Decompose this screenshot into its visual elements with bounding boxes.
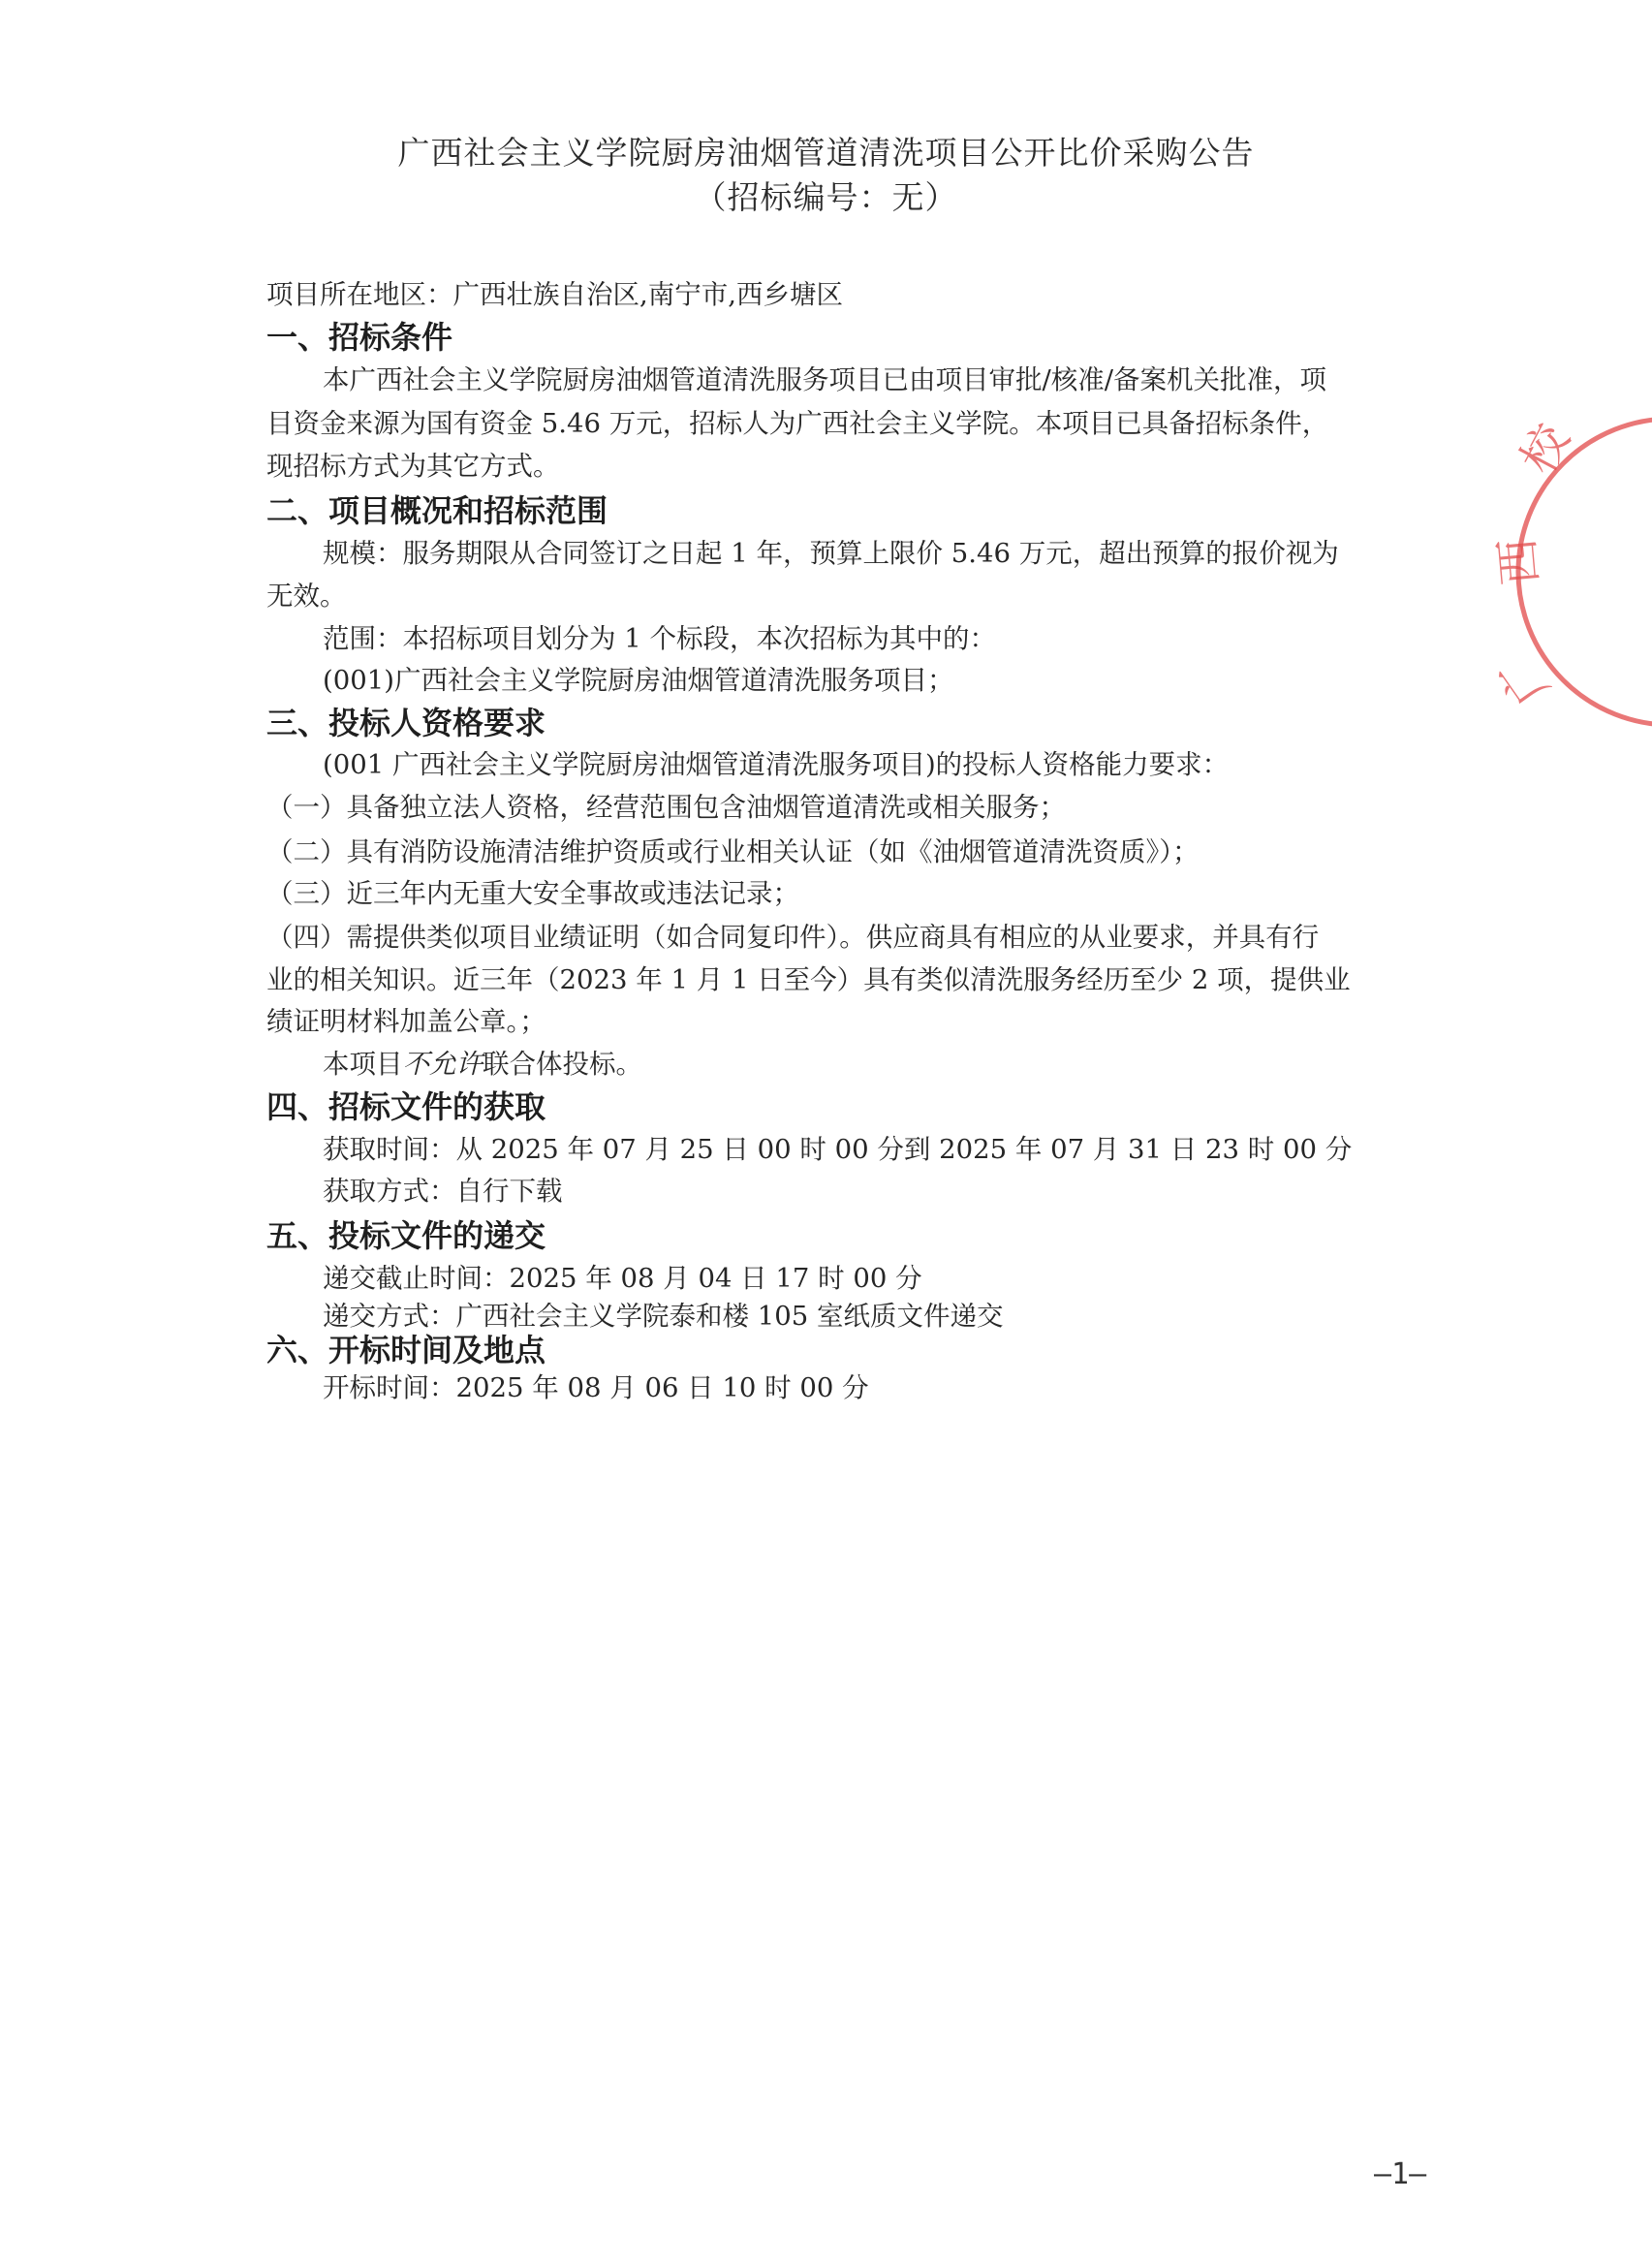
requirement-3: （三）近三年内无重大安全事故或违法记录； bbox=[266, 878, 799, 909]
section-4-heading: 四、招标文件的获取 bbox=[266, 1088, 546, 1125]
section-2-heading: 二、项目概况和招标范围 bbox=[266, 492, 608, 529]
project-region: 项目所在地区：广西壮族自治区,南宁市,西乡塘区 bbox=[266, 279, 843, 310]
official-seal bbox=[1488, 407, 1599, 740]
section-2-scale-line-1: 规模：服务期限从合同签订之日起 1 年，预算上限价 5.46 万元，超出预算的报价视为 bbox=[323, 538, 1339, 569]
section-1-text-line-3: 现招标方式为其它方式。 bbox=[266, 451, 560, 482]
section-2-lot: (001)广西社会主义学院厨房油烟管道清洗服务项目； bbox=[323, 665, 954, 696]
section-3-intro: (001 广西社会主义学院厨房油烟管道清洗服务项目)的投标人资格能力要求： bbox=[323, 749, 1230, 780]
consortium-emphasis: 不允许 bbox=[402, 1049, 483, 1080]
document-subtitle: （招标编号：无） bbox=[694, 178, 958, 216]
requirement-1: （一）具备独立法人资格，经营范围包含油烟管道清洗或相关服务； bbox=[266, 792, 1066, 823]
document-title: 广西社会主义学院厨房油烟管道清洗项目公开比价采购公告 bbox=[397, 134, 1255, 172]
section-1-heading: 一、招标条件 bbox=[266, 319, 453, 356]
consortium-note bbox=[323, 1042, 642, 1081]
bid-opening-time: 开标时间：2025 年 08 月 06 日 10 时 00 分 bbox=[323, 1372, 869, 1403]
svg-text:校: 校 bbox=[1511, 415, 1581, 483]
requirement-4-line-2: 业的相关知识。近三年（2023 年 1 月 1 日至今）具有类似清洗服务经历至少 2 项，提供业 bbox=[266, 964, 1351, 995]
section-6-heading: 六、开标时间及地点 bbox=[266, 1332, 546, 1368]
page-number: —1— bbox=[1374, 2157, 1427, 2191]
official-seal-graphic bbox=[1488, 407, 1599, 737]
svg-text:广: 广 bbox=[1488, 645, 1560, 715]
submission-method: 递交方式：广西社会主义学院泰和楼 105 室纸质文件递交 bbox=[323, 1301, 1004, 1332]
section-2-scale-line-2: 无效。 bbox=[266, 581, 347, 612]
section-2-scope: 范围：本招标项目划分为 1 个标段，本次招标为其中的： bbox=[323, 623, 996, 654]
requirement-4-line-1: （四）需提供类似项目业绩证明（如合同复印件）。供应商具有相应的从业要求，并具有行 bbox=[266, 922, 1320, 953]
section-3-heading: 三、投标人资格要求 bbox=[266, 705, 546, 741]
consortium-prefix: 本项目 bbox=[323, 1049, 403, 1080]
document-acquisition-method: 获取方式：自行下载 bbox=[323, 1176, 563, 1207]
document-acquisition-time: 获取时间：从 2025 年 07 月 25 日 00 时 00 分到 2025 年 07 月 31 日 23 时 00 分 bbox=[323, 1134, 1353, 1165]
section-5-heading: 五、投标文件的递交 bbox=[266, 1217, 546, 1254]
section-1-text-line-1: 本广西社会主义学院厨房油烟管道清洗服务项目已由项目审批/核准/备案机关批准，项 bbox=[323, 364, 1327, 395]
section-1-text-line-2: 目资金来源为国有资金 5.46 万元，招标人为广西社会主义学院。本项目已具备招标条件， bbox=[266, 408, 1329, 439]
submission-deadline: 递交截止时间：2025 年 08 月 04 日 17 时 00 分 bbox=[323, 1263, 922, 1294]
consortium-suffix: 联合体投标。 bbox=[483, 1049, 642, 1080]
requirement-2: （二）具有消防设施清洁维护资质或行业相关认证（如《油烟管道清洗资质》）； bbox=[266, 836, 1200, 867]
svg-text:西: 西 bbox=[1489, 536, 1548, 587]
requirement-4-line-3: 绩证明材料加盖公章。； bbox=[266, 1006, 546, 1037]
